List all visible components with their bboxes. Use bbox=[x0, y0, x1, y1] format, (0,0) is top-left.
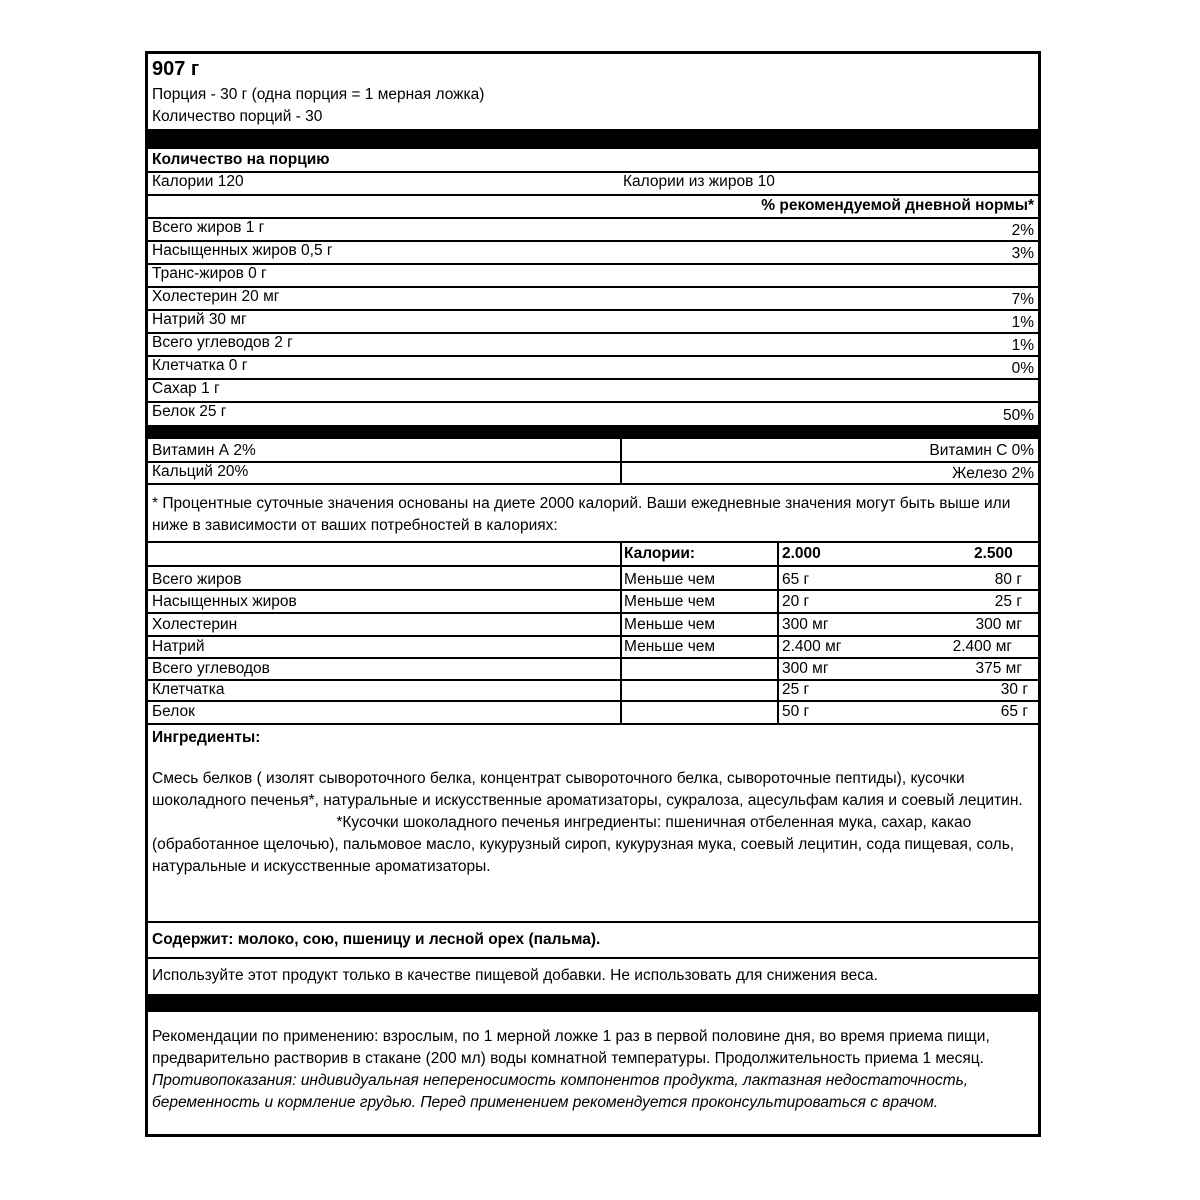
iron: Железо 2% bbox=[952, 465, 1034, 482]
divider bbox=[148, 461, 1038, 463]
nutrient-label: Всего жиров 1 г bbox=[152, 219, 265, 236]
nutrient-label: Всего углеводов 2 г bbox=[152, 334, 293, 351]
divider bbox=[148, 612, 1038, 614]
divider bbox=[148, 217, 1038, 219]
calcium: Кальций 20% bbox=[152, 463, 249, 480]
dv-row-value-2500: 375 мг bbox=[975, 660, 1022, 677]
divider bbox=[148, 401, 1038, 403]
dv-row-value-2000: 20 г bbox=[782, 593, 810, 610]
calories: Калории 120 bbox=[152, 173, 244, 190]
dv-row-label: Холестерин bbox=[152, 616, 238, 633]
dv-row-value-2500: 80 г bbox=[994, 571, 1022, 588]
nutrient-dv: 1% bbox=[1011, 337, 1034, 354]
dv-row-value-2500: 30 г bbox=[1000, 681, 1028, 698]
usage-directions: Рекомендации по применению: взрослым, по 1 мерной ложке 1 раз в первой половине дня, во время приема пищи, предварительно растворив в стакане (200 мл) воды комнатной температуры. Продолжительность приема 1 месяц. bbox=[152, 1028, 990, 1067]
dv-table-calories-header: Калории: bbox=[624, 545, 696, 562]
dv-row-value-2000: 25 г bbox=[782, 681, 810, 698]
dv-row-label: Белок bbox=[152, 703, 195, 720]
cookie-ingredients: *Кусочки шоколадного печенья ингредиенты: пшеничная отбеленная мука, сахар, какао (обработанное щелочью), пальмовое масло, кукурузный сироп, кукурузная мука, соевый лецитин, сода пищевая, соль, натуральные и искусственные ароматизаторы. bbox=[152, 814, 1015, 875]
column-divider bbox=[620, 541, 622, 724]
dv-row-value-2500: 300 мг bbox=[975, 616, 1022, 633]
divider bbox=[148, 679, 1038, 681]
divider bbox=[148, 657, 1038, 659]
divider bbox=[148, 355, 1038, 357]
divider bbox=[148, 565, 1038, 567]
vitamin-a: Витамин А 2% bbox=[152, 442, 256, 459]
dv-row-label: Клетчатка bbox=[152, 681, 225, 698]
nutrient-label: Транс-жиров 0 г bbox=[152, 265, 267, 282]
thick-divider bbox=[148, 994, 1038, 1012]
dv-table-col2-header: 2.500 bbox=[974, 545, 1013, 562]
vitamin-c: Витамин С 0% bbox=[929, 442, 1034, 459]
nutrient-label: Белок 25 г bbox=[152, 403, 227, 420]
divider bbox=[148, 723, 1038, 725]
dv-row-limit: Меньше чем bbox=[624, 616, 716, 633]
ingredients-main: Смесь белков ( изолят сывороточного белка, концентрат сывороточного белка, сывороточные пептиды), кусочки шоколадного печенья*, натуральные и искусственные ароматизаторы, сукралоза, ацесульфам калия и соевый лецитин. bbox=[152, 770, 1023, 809]
nutrient-label: Натрий 30 мг bbox=[152, 311, 247, 328]
column-divider bbox=[777, 541, 779, 724]
dv-row-value-2000: 300 мг bbox=[782, 616, 829, 633]
divider bbox=[148, 483, 1038, 485]
recommendations bbox=[152, 1026, 1024, 1114]
dv-row-limit: Меньше чем bbox=[624, 593, 716, 610]
ingredients-text bbox=[152, 768, 1024, 878]
divider bbox=[148, 921, 1038, 923]
divider bbox=[148, 589, 1038, 591]
divider bbox=[148, 171, 1038, 173]
divider bbox=[148, 700, 1038, 702]
dv-row-label: Всего жиров bbox=[152, 571, 242, 588]
thick-divider bbox=[148, 129, 1038, 149]
divider bbox=[148, 286, 1038, 288]
dv-footnote: * Процентные суточные значения основаны на диете 2000 калорий. Ваши ежедневные значения могут быть выше или ниже в зависимости от ваших потребностей в калориях: bbox=[152, 495, 1011, 534]
dv-row-label: Всего углеводов bbox=[152, 660, 270, 677]
nutrient-dv: 0% bbox=[1011, 360, 1034, 377]
nutrient-dv: 50% bbox=[1002, 407, 1034, 424]
nutrient-label: Сахар 1 г bbox=[152, 380, 220, 397]
dv-row-limit: Меньше чем bbox=[624, 571, 716, 588]
nutrient-label: Клетчатка 0 г bbox=[152, 357, 248, 374]
nutrient-label: Холестерин 20 мг bbox=[152, 288, 280, 305]
dv-row-value-2000: 300 мг bbox=[782, 660, 829, 677]
divider bbox=[148, 541, 1038, 543]
dv-row-label: Натрий bbox=[152, 638, 205, 655]
divider bbox=[148, 635, 1038, 637]
nutrient-label: Насыщенных жиров 0,5 г bbox=[152, 242, 333, 259]
nutrition-label: 907 г Порция - 30 г (одна порция = 1 мерная ложка) Количество порций - 30 Количество на порцию Калории 120 Калории из жиров 10 % рекомендуемой дневной нормы* Всего жиров 1 г 2% Насыщенных жиров 0,5 г 3% Транс-жиров 0 г Холестерин 20 мг 7% Натрий 30 мг 1% Всего углеводов 2 г 1% Клетчатка 0 г 0% Сахар 1 г Белок 25 г 50% Витамин А 2% Витамин С 0% Кальций 20% Железо 2% * Процентные суточные значения основаны на диете 2000 калорий. Ваши ежедневные значения могут быть выше или ниже в зависимости от ваших потребностей в калориях: Калории: 2.000 2.500 Всего жиров Меньше чем 65 г 80 г Насыщенных жиров Меньше чем 20 г 25 г Холестерин Меньше чем 300 мг 300 мг Натрий Меньше чем 2.400 мг 2.400 мг Всего углеводов 300 мг 375 мг Клетчатка 25 г 30 г Белок 50 г 65 г Ингредиенты: Смесь белков ( изолят сывороточного белка, концентрат сывороточного белка, сывороточные пептиды), кусочки шоколадного печенья*, натуральные и искусственные ароматизаторы, сукралоза, ацесульфам калия и соевый лецитин. *Кусочки шоколадного печенья ингредиенты: пшеничная отбеленная мука, сахар, какао (обработанное щелочью), пальмовое масло, кукурузный сироп, кукурузная мука, соевый лецитин, сода пищевая, соль, натуральные и искусственные ароматизаторы. Содержит: молоко, сою, пшеницу и лесной орех (пальма). Используйте этот продукт только в качестве пищевой добавки. Не использовать для снижения веса. Рекомендации по применению: взрослым, по 1 мерной ложке 1 раз в первой половине дня, во время приема пищи, предварительно растворив в стакане (200 мл) воды комнатной температуры. Продолжительность приема 1 месяц. Противопоказания: индивидуальная непереносимость компонентов продукта, лактазная недостаточность, беременность и кормление грудью. Перед применением рекомендуется проконсультироваться с врачом. bbox=[145, 51, 1041, 1137]
thick-divider bbox=[148, 425, 1038, 439]
dv-table-col1-header: 2.000 bbox=[782, 545, 821, 562]
contraindications: Противопоказания: индивидуальная непереносимость компонентов продукта, лактазная недостаточность, беременность и кормление грудью. Перед применением рекомендуется проконсультироваться с врачом. bbox=[152, 1072, 969, 1111]
nutrient-dv: 3% bbox=[1011, 245, 1034, 262]
divider bbox=[148, 957, 1038, 959]
dv-row-value-2500: 2.400 мг bbox=[952, 638, 1012, 655]
dv-row-value-2000: 50 г bbox=[782, 703, 810, 720]
divider bbox=[148, 194, 1038, 196]
dv-row-value-2500: 25 г bbox=[994, 593, 1022, 610]
nutrient-dv: 7% bbox=[1011, 291, 1034, 308]
divider bbox=[148, 378, 1038, 380]
dv-row-value-2000: 65 г bbox=[782, 571, 810, 588]
dv-row-value-2500: 65 г bbox=[1000, 703, 1028, 720]
divider bbox=[148, 263, 1038, 265]
dv-row-label: Насыщенных жиров bbox=[152, 593, 297, 610]
nutrient-dv: 1% bbox=[1011, 314, 1034, 331]
nutrient-dv: 2% bbox=[1011, 222, 1034, 239]
calories-from-fat: Калории из жиров 10 bbox=[623, 173, 775, 190]
dv-row-limit: Меньше чем bbox=[624, 638, 716, 655]
dv-row-value-2000: 2.400 мг bbox=[782, 638, 842, 655]
divider bbox=[148, 309, 1038, 311]
